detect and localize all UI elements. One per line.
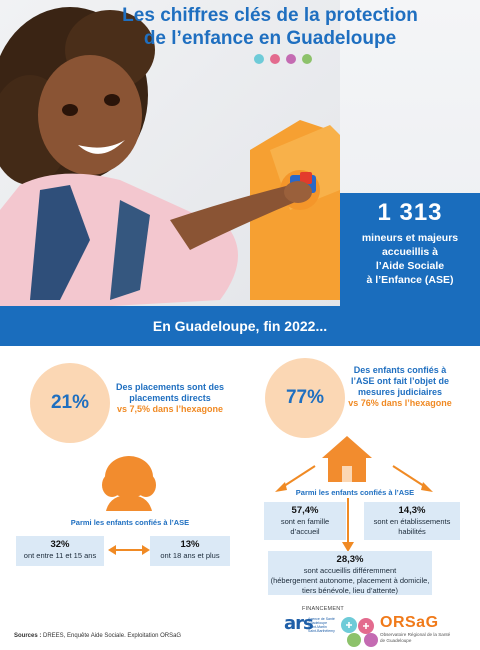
age-box-18-plus-pct: 13% — [180, 539, 200, 550]
age-box-18-plus-text: ont 18 ans et plus — [160, 551, 220, 560]
child-silhouette-icon — [98, 455, 160, 511]
key-figure-line: à l’Enfance (ASE) — [366, 274, 454, 286]
age-box-11-15-pct: 32% — [50, 539, 70, 550]
placement-other-pct: 28,3% — [336, 554, 364, 565]
orsag-logo — [380, 614, 480, 643]
stat-left-circle — [30, 363, 110, 443]
decorative-dots — [254, 54, 312, 64]
dot-icon — [302, 54, 312, 64]
stat-left-line: Des placements sont des — [115, 382, 225, 392]
dot-icon — [254, 54, 264, 64]
placement-other-line: sont accueillis différemment — [303, 566, 397, 575]
stat-right-percent: 77% — [285, 387, 325, 408]
footer — [0, 604, 480, 650]
key-figure-line: l’Aide Sociale — [375, 260, 445, 272]
stat-left-compare: vs 7,5% dans l’hexagone — [116, 404, 224, 414]
age-box-18-plus — [150, 536, 230, 566]
ars-tiny-line: Agence de Santé — [308, 617, 335, 621]
financement-label: FINANCEMENT — [302, 606, 344, 612]
page-title — [60, 4, 480, 50]
orsag-logo-text: ORSaG — [380, 614, 439, 631]
year-banner: En Guadeloupe, fin 2022... — [0, 306, 480, 346]
stat-left-line: placements directs — [129, 393, 211, 403]
orsag-tagline-line: de Guadeloupe — [380, 637, 412, 643]
ars-logo — [284, 613, 335, 634]
ars-logo-text: ars — [284, 613, 313, 634]
orsag-tagline — [380, 632, 480, 643]
stat-right-circle — [265, 358, 345, 438]
stat-right-text — [338, 365, 462, 409]
age-box-11-15 — [16, 536, 104, 566]
key-figure-box — [340, 193, 480, 310]
sources-label: Sources : — [14, 633, 42, 639]
sources-text — [14, 633, 181, 639]
placement-box-family — [264, 502, 346, 540]
dot-icon — [270, 54, 280, 64]
age-caption: Parmi les enfants confiés à l’ASE — [70, 518, 190, 527]
placement-establishment-line: sont en établissements — [373, 517, 451, 526]
age-box-11-15-text: ont entre 11 et 15 ans — [23, 551, 97, 560]
health-icons-cluster — [340, 616, 382, 648]
placement-family-pct: 57,4% — [291, 505, 319, 516]
stat-left-percent: 21% — [50, 392, 90, 413]
placement-box-other — [268, 551, 432, 595]
stat-right-line: l’ASE ont fait l’objet de — [350, 376, 449, 386]
placement-other-line: (hébergement autonome, placement à domicile, — [270, 576, 430, 585]
ars-tiny-line: Saint-Barthélemy — [308, 629, 335, 633]
key-figure-text — [340, 231, 480, 287]
title-line-2: de l’enfance en Guadeloupe — [143, 28, 397, 49]
hero-section — [0, 0, 480, 310]
placement-other-line: tiers bénévole, lieu d’attente) — [302, 586, 398, 595]
sources-content: DREES, Enquête Aide Sociale. Exploitation ORSaG — [43, 633, 182, 639]
placement-family-line: sont en famille — [280, 517, 330, 526]
ars-tiny-line: Saint-Martin — [308, 625, 327, 629]
dot-icon — [286, 54, 296, 64]
stat-right-line: Des enfants confiés à — [353, 365, 447, 375]
orsag-tagline-line: Observatoire Régional de la Santé — [380, 632, 451, 637]
placement-family-line: d’accueil — [290, 527, 320, 536]
placement-caption: Parmi les enfants confiés à l’ASE — [295, 488, 415, 497]
double-arrow-icon — [108, 544, 150, 556]
stat-left-text — [100, 382, 240, 415]
stat-right-line: mesures judiciaires — [357, 387, 443, 397]
title-line-1: Les chiffres clés de la protection — [122, 5, 418, 26]
placement-establishment-pct: 14,3% — [398, 505, 426, 516]
placement-establishment-line: habilités — [398, 527, 426, 536]
key-figure-number: 1 313 — [377, 199, 443, 226]
stat-right-compare: vs 76% dans l’hexagone — [348, 398, 452, 408]
ars-tiny-line: Guadeloupe — [308, 621, 328, 625]
key-figure-line: accueillis à — [381, 246, 439, 258]
key-figure-line: mineurs et majeurs — [361, 232, 459, 244]
placement-box-establishment — [364, 502, 460, 540]
